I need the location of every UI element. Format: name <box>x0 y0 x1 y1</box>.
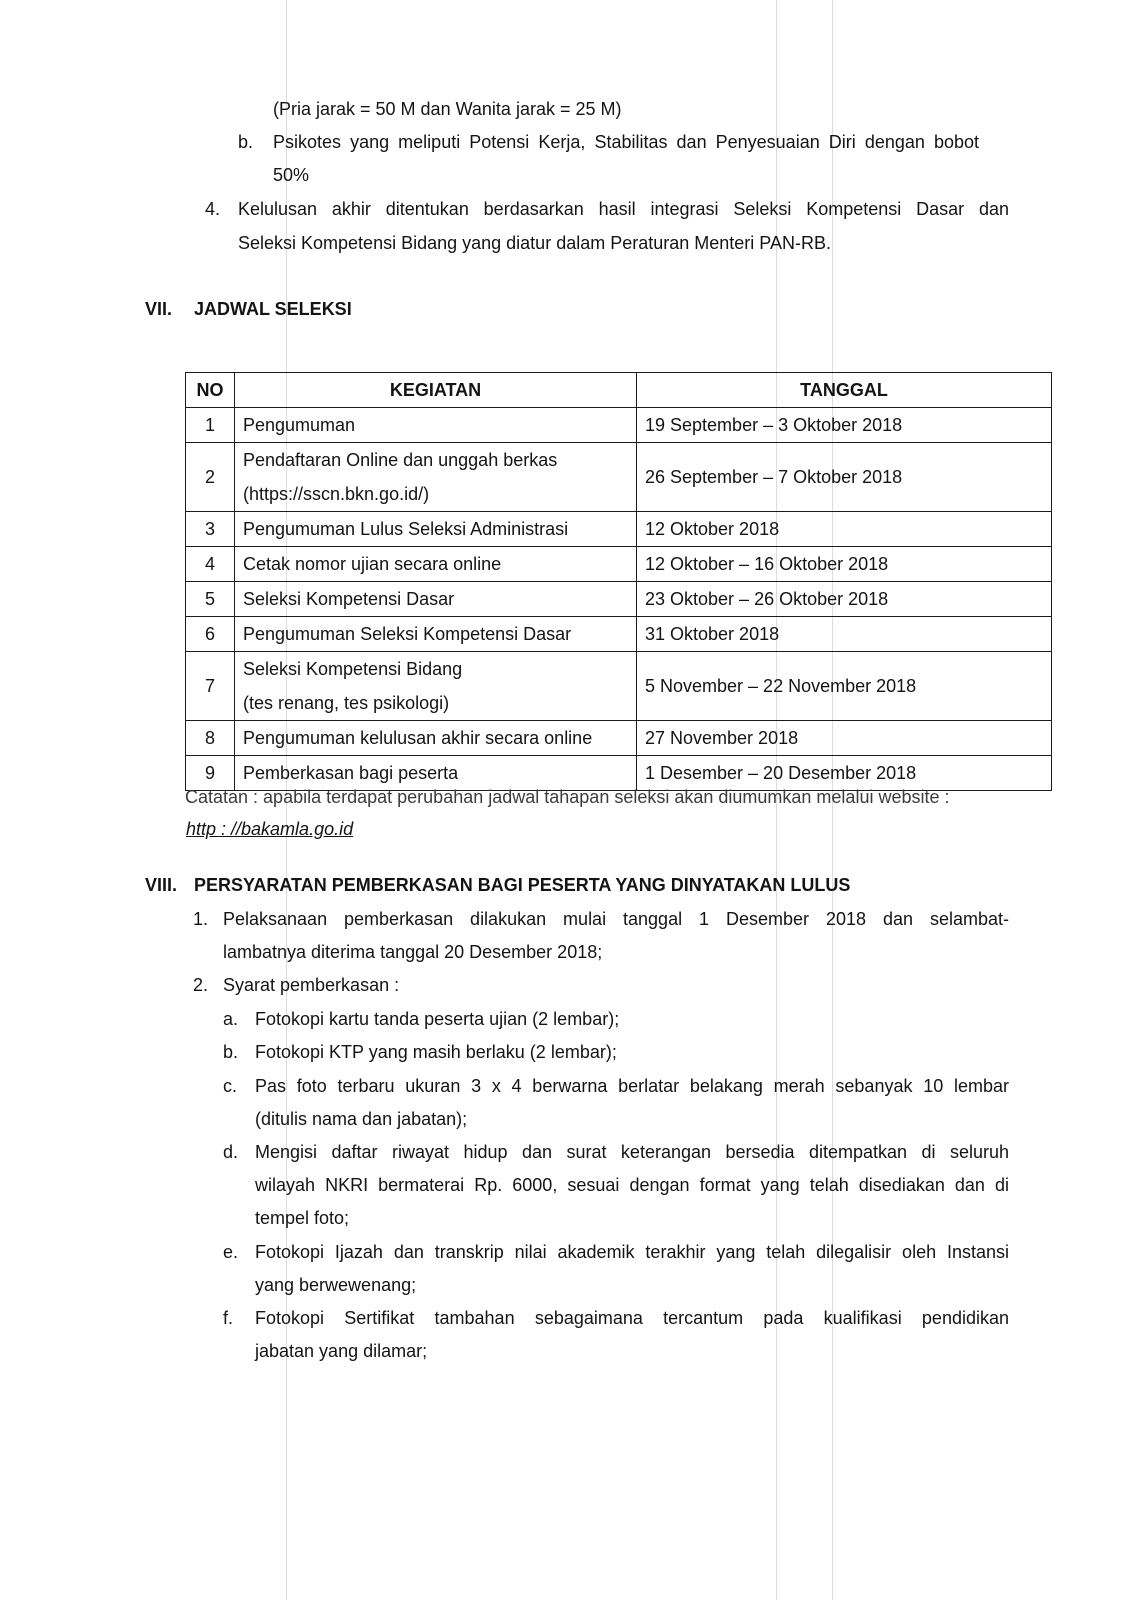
item-1-line1: Pelaksanaan pemberkasan dilakukan mulai tanggal 1 Desember 2018 dan selambat- <box>223 909 1009 929</box>
row-tanggal: 12 Oktober 2018 <box>637 512 1052 547</box>
item-b-line2: 50% <box>273 165 310 185</box>
website-link[interactable]: http : //bakamla.go.id <box>186 819 354 839</box>
sub-c-line2: (ditulis nama dan jabatan); <box>255 1109 468 1129</box>
schedule-table <box>185 372 1052 791</box>
table-header-row <box>186 373 1052 408</box>
section-7-number: VII. <box>145 299 173 319</box>
sub-c-line1: Pas foto terbaru ukuran 3 x 4 berwarna berlatar belakang merah sebanyak 10 lembar <box>255 1076 1009 1096</box>
schedule-note: Catatan : apabila terdapat perubahan jadwal tahapan seleksi akan diumumkan melalui website : <box>185 787 950 807</box>
table-row <box>186 617 1052 652</box>
row-kegiatan: Pengumuman Seleksi Kompetensi Dasar <box>235 617 637 652</box>
row-kegiatan: Pengumuman <box>235 408 637 443</box>
row-tanggal: 23 Oktober – 26 Oktober 2018 <box>637 582 1052 617</box>
row-no: 1 <box>186 408 235 443</box>
row-kegiatan-line2: (tes renang, tes psikologi) <box>243 693 450 713</box>
table-row <box>186 443 1052 512</box>
table-row <box>186 512 1052 547</box>
sub-f-line2: jabatan yang dilamar; <box>255 1341 428 1361</box>
row-no: 8 <box>186 721 235 756</box>
sub-f-line1: Fotokopi Sertifikat tambahan sebagaimana tercantum pada kualifikasi pendidikan <box>255 1308 1009 1328</box>
sub-a-line1: Fotokopi kartu tanda peserta ujian (2 lembar); <box>255 1009 620 1029</box>
item-1-marker: 1. <box>193 909 209 929</box>
section-8-number: VIII. <box>145 875 178 895</box>
table-row <box>186 652 1052 721</box>
sub-e-line2: yang berwewenang; <box>255 1275 417 1295</box>
row-tanggal: 31 Oktober 2018 <box>637 617 1052 652</box>
row-tanggal: 12 Oktober – 16 Oktober 2018 <box>637 547 1052 582</box>
header-tanggal: TANGGAL <box>637 373 1052 408</box>
item-2-marker: 2. <box>193 975 209 995</box>
row-tanggal: 1 Desember – 20 Desember 2018 <box>637 756 1052 791</box>
sub-d-line2: wilayah NKRI bermaterai Rp. 6000, sesuai dengan format yang telah disediakan dan di <box>255 1175 1009 1195</box>
sub-b-line1: Fotokopi KTP yang masih berlaku (2 lembar); <box>255 1042 617 1062</box>
table-row <box>186 721 1052 756</box>
item-4-line2: Seleksi Kompetensi Bidang yang diatur dalam Peraturan Menteri PAN-RB. <box>238 233 831 253</box>
item-2-text: Syarat pemberkasan : <box>223 975 400 995</box>
row-no: 6 <box>186 617 235 652</box>
item-4-line1: Kelulusan akhir ditentukan berdasarkan hasil integrasi Seleksi Kompetensi Dasar dan <box>238 199 1009 219</box>
row-kegiatan: Cetak nomor ujian secara online <box>235 547 637 582</box>
header-kegiatan: KEGIATAN <box>235 373 637 408</box>
row-kegiatan-line2: (https://sscn.bkn.go.id/) <box>243 484 430 504</box>
item-1-line2: lambatnya diterima tanggal 20 Desember 2018; <box>223 942 603 962</box>
row-tanggal: 26 September – 7 Oktober 2018 <box>637 443 1052 512</box>
header-no: NO <box>186 373 235 408</box>
row-kegiatan-line1: Seleksi Kompetensi Bidang <box>243 659 463 679</box>
item-4-marker: 4. <box>205 199 221 219</box>
row-no: 9 <box>186 756 235 791</box>
continuation-text: (Pria jarak = 50 M dan Wanita jarak = 25 M) <box>273 99 622 119</box>
row-no: 3 <box>186 512 235 547</box>
sub-e-line1: Fotokopi Ijazah dan transkrip nilai akademik terakhir yang telah dilegalisir oleh Instansi <box>255 1242 1009 1262</box>
row-no: 4 <box>186 547 235 582</box>
item-b-marker: b. <box>238 132 254 152</box>
row-kegiatan: Pengumuman Lulus Seleksi Administrasi <box>235 512 637 547</box>
sub-b-marker: b. <box>223 1042 239 1062</box>
section-7-title: JADWAL SELEKSI <box>194 299 352 319</box>
sub-d-line1: Mengisi daftar riwayat hidup dan surat keterangan bersedia ditempatkan di seluruh <box>255 1142 1009 1162</box>
row-tanggal: 19 September – 3 Oktober 2018 <box>637 408 1052 443</box>
row-no: 5 <box>186 582 235 617</box>
row-no: 2 <box>186 443 235 512</box>
row-kegiatan <box>235 443 637 512</box>
section-8-title: PERSYARATAN PEMBERKASAN BAGI PESERTA YANG DINYATAKAN LULUS <box>194 875 851 895</box>
row-kegiatan: Seleksi Kompetensi Dasar <box>235 582 637 617</box>
table-row <box>186 582 1052 617</box>
table-row <box>186 408 1052 443</box>
row-kegiatan: Pengumuman kelulusan akhir secara online <box>235 721 637 756</box>
row-tanggal: 27 November 2018 <box>637 721 1052 756</box>
sub-d-marker: d. <box>223 1142 239 1162</box>
sub-e-marker: e. <box>223 1242 239 1262</box>
row-kegiatan: Pemberkasan bagi peserta <box>235 756 637 791</box>
sub-c-marker: c. <box>223 1076 238 1096</box>
row-kegiatan <box>235 652 637 721</box>
row-kegiatan-line1: Pendaftaran Online dan unggah berkas <box>243 450 558 470</box>
sub-a-marker: a. <box>223 1009 239 1029</box>
row-tanggal: 5 November – 22 November 2018 <box>637 652 1052 721</box>
sub-f-marker: f. <box>223 1308 234 1328</box>
sub-d-line3: tempel foto; <box>255 1208 350 1228</box>
row-no: 7 <box>186 652 235 721</box>
item-b-line1: Psikotes yang meliputi Potensi Kerja, Stabilitas dan Penyesuaian Diri dengan bobot <box>273 132 979 152</box>
table-row <box>186 547 1052 582</box>
